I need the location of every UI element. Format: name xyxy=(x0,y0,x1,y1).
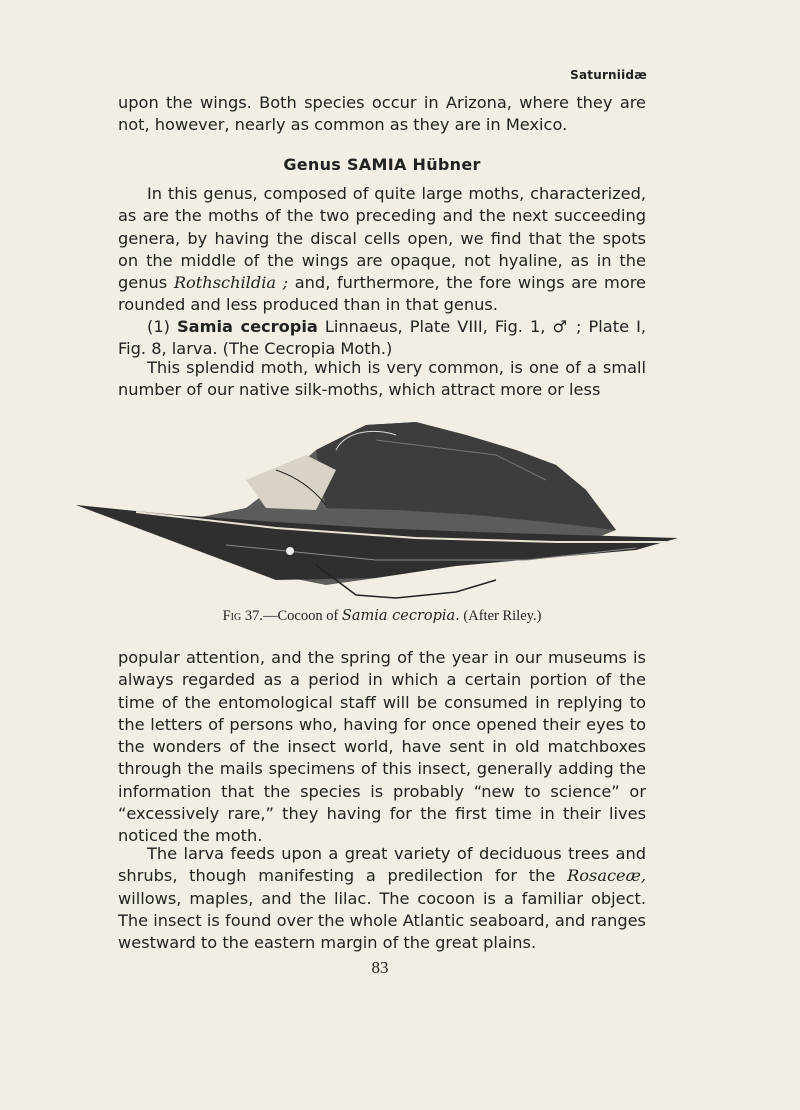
paragraph-body-3: The larva feeds upon a great variety of deciduous trees and shrubs, though manifesting a predilection for the Rosaceæ, willows, maples, and the lilac. The cocoon is a familiar object. The insect is found over the whole Atlantic seaboard, and ranges westward to the eastern margin of the great plains. xyxy=(118,844,646,953)
genus-italic: Rothschildia ; xyxy=(173,273,289,293)
figure-species: Samia cecropia. xyxy=(341,608,460,624)
paragraph-body-1: This splendid moth, which is very common, is one of a small number of our native silk-moths, which attract more or less xyxy=(118,358,646,400)
paragraph-body-2: popular attention, and the spring of the year in our museums is always regarded as a period in which a certain portion of the time of the entomological staff will be consumed in replying to the letters of persons who, having for once opened their eyes to the wonders of the insect world, have sent in old matchboxes through the mails specimens of this insect, generally adding the information that the species is probably “new to science” or “excessively rare,” they having for the first time in their lives noticed the moth. xyxy=(118,648,646,846)
cocoon-illustration xyxy=(76,410,678,610)
paragraph-species: (1) Samia cecropia Linnaeus, Plate VIII, Fig. 1, ♂ ; Plate I, Fig. 8, larva. (The Cecropia Moth.) xyxy=(118,317,647,359)
species-name: Samia cecropia xyxy=(177,317,318,336)
paragraph-genus-intro: In this genus, composed of quite large moths, characterized, as are the moths of the two preceding and the next succeeding genera, by having the discal cells open, we find that the spots on the middle of the wings are opaque, not hyaline, as in the genus Rothschildia ; and, furthermore, the fore wings are more rounded and less produced than in that genus. xyxy=(118,184,646,315)
running-header: Saturniidæ xyxy=(570,68,647,82)
family-italic: Rosaceæ, xyxy=(567,866,646,886)
paragraph-continued: upon the wings. Both species occur in Arizona, where they are not, however, nearly as common as they are in Mexico. xyxy=(118,93,646,135)
genus-heading: Genus SAMIA Hübner xyxy=(283,155,481,174)
page-number: 83 xyxy=(371,958,389,977)
figure-caption: Fig 37.—Cocoon of Samia cecropia. (After Riley.) xyxy=(222,608,542,624)
figure-label: Fig xyxy=(222,608,242,624)
